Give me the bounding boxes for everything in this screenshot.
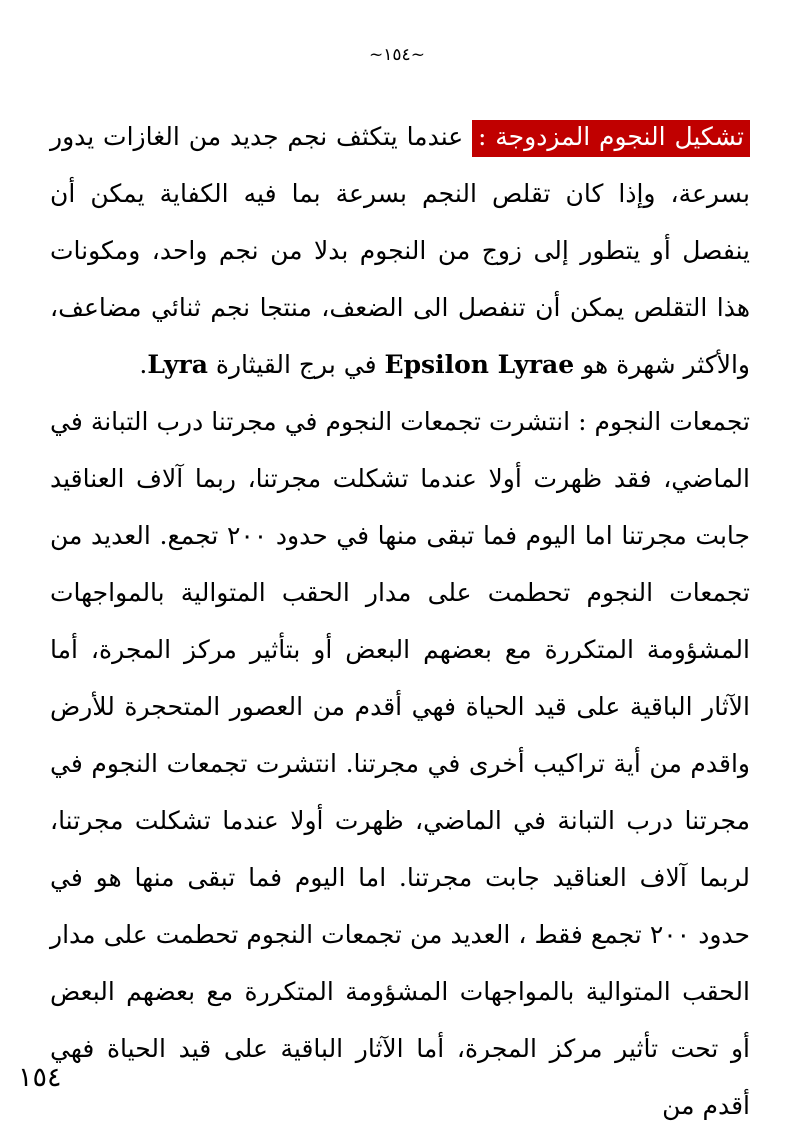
- paragraph-text: عندما يتكثف نجم جديد من الغازات يدور بسرعة، وإذا كان تقلص النجم بسرعة بما فيه الكفاية يمكن أن ينفصل أو يتطور إلى زوج من النجوم بدلا من نجم واحد، ومكونات هذا التقلص يمكن أن تنفصل الى الضعف، منتجا نجم ثنائي مضاعف، والأكثر شهرة هو: [50, 122, 750, 379]
- paragraph-text: تجمعات النجوم : انتشرت تجمعات النجوم في مجرتنا درب التبانة في الماضي، فقد ظهرت أولا عندما تشكلت مجرتنا، ربما آلاف العناقيد جابت مجرتنا اما اليوم فما تبقى منها في حدود ٢٠٠ تجمع. العديد من تجمعات النجوم تحطمت على مدار الحقب المتوالية بالمواجهات المشؤومة المتكررة مع بعضهم البعض أو بتأثير مركز المجرة، أما الآثار الباقية على قيد الحياة فهي أقدم من العصور المتحجرة للأرض واقدم من أية تراكيب أخرى في مجرتنا. انتشرت تجمعات النجوم في مجرتنا درب التبانة في الماضي، ظهرت أولا عندما تشكلت مجرتنا، لربما آلاف العناقيد جابت مجرتنا. اما اليوم فما تبقى منها هو في حدود ٢٠٠ تجمع فقط ، العديد من تجمعات النجوم تحطمت على مدار الحقب المتوالية بالمواجهات المشؤومة المتكررة مع بعضهم البعض أو تحت تأثير مركز المجرة، أما الآثار الباقية على قيد الحياة فهي أقدم من: [50, 407, 751, 1120]
- latin-term-lyra: Lyra: [147, 350, 208, 379]
- page-footer-number: ١٥٤: [18, 1062, 62, 1093]
- page-header-number: ~١٥٤~: [369, 45, 425, 65]
- paragraph-end: .: [139, 350, 148, 379]
- latin-term-epsilon-lyrae: Epsilon Lyrae: [384, 350, 575, 379]
- paragraph-star-clusters: [50, 393, 750, 1134]
- section-heading-highlight: تشكيل النجوم المزدوجة :: [472, 120, 750, 157]
- paragraph-binary-stars: [50, 108, 750, 393]
- paragraph-text: في برج القيثارة: [215, 350, 377, 379]
